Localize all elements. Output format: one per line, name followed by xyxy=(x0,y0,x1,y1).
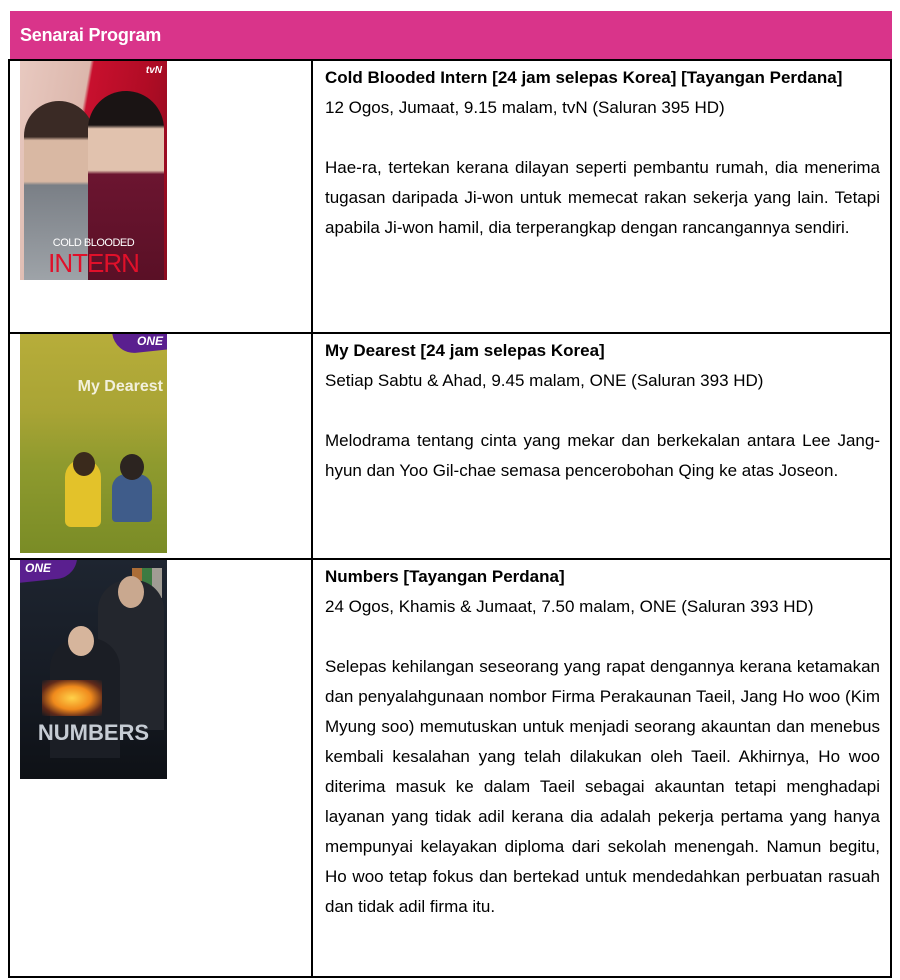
program-schedule: 24 Ogos, Khamis & Jumaat, 7.50 malam, ONE (Saluran 393 HD) xyxy=(325,597,814,616)
tvn-logo-icon: tvN xyxy=(145,65,162,76)
program-info-cell xyxy=(315,560,890,976)
program-description: Melodrama tentang cinta yang mekar dan berkekalan antara Lee Jang-hyun dan Yoo Gil-chae semasa pencerobohan Qing ke atas Joseon. xyxy=(325,431,880,480)
poster-figure xyxy=(118,576,144,608)
one-logo-icon: ONE xyxy=(25,561,52,575)
program-table xyxy=(8,59,892,978)
poster-image-cold-blooded-intern xyxy=(20,61,167,280)
program-info-cell xyxy=(315,334,890,558)
poster-figure xyxy=(112,474,152,522)
poster-title-line2: INTERN xyxy=(48,248,139,278)
program-description: Selepas kehilangan seseorang yang rapat dengannya kerana ketamakan dan penyalahgunaan nombor Firma Perakaunan Taeil, Jang Ho woo (Kim Myung soo) memutuskan untuk menjadi seorang akauntan dan menebus kembali kesalahan yang telah dilakukan oleh Taeil. Akhirnya, Ho woo diterima masuk ke dalam Taeil sebagai akauntan tetapi menghadapi layanan yang tidak adil kerana dia adalah pekerja pertama yang hanya mempunyai kelayakan diploma dari sekolah menengah. Namun begitu, Ho woo tetap fokus dan bertekad untuk mendedahkan perbuatan rasuah dan tidak adil firma itu. xyxy=(325,657,880,916)
one-logo-icon: ONE xyxy=(136,334,163,348)
poster-title-line1: My Dearest xyxy=(77,378,163,395)
program-description: Hae-ra, tertekan kerana dilayan seperti pembantu rumah, dia menerima tugasan daripada Ji-won untuk memecat rakan sekerja yang lain. Tetapi apabila Ji-won hamil, dia terperangkap dengan rancangannya sendiri. xyxy=(325,158,880,237)
poster-title-line1: NUMBERS xyxy=(37,720,150,745)
program-schedule: Setiap Sabtu & Ahad, 9.45 malam, ONE (Saluran 393 HD) xyxy=(325,371,764,390)
program-row-cold-blooded-intern xyxy=(10,61,890,334)
poster-cell xyxy=(10,560,313,976)
program-schedule: 12 Ogos, Jumaat, 9.15 malam, tvN (Saluran 395 HD) xyxy=(325,98,725,117)
program-info-cell xyxy=(315,61,890,332)
program-title: Cold Blooded Intern [24 jam selepas Korea] [Tayangan Perdana] xyxy=(325,68,843,87)
poster-cell xyxy=(10,61,313,332)
poster-cell xyxy=(10,334,313,558)
section-header xyxy=(10,11,892,59)
poster-title-line1: COLD BLOODED xyxy=(52,237,135,249)
program-row-my-dearest xyxy=(10,334,890,560)
poster-image-my-dearest xyxy=(20,334,167,553)
program-title: Numbers [Tayangan Perdana] xyxy=(325,567,565,586)
section-title: Senarai Program xyxy=(20,24,162,45)
poster-figure xyxy=(73,452,95,476)
poster-figure xyxy=(120,454,144,480)
program-row-numbers xyxy=(10,560,890,976)
fire-icon xyxy=(42,680,102,716)
program-title: My Dearest [24 jam selepas Korea] xyxy=(325,341,605,360)
poster-image-numbers xyxy=(20,560,167,779)
poster-figure xyxy=(68,626,94,656)
